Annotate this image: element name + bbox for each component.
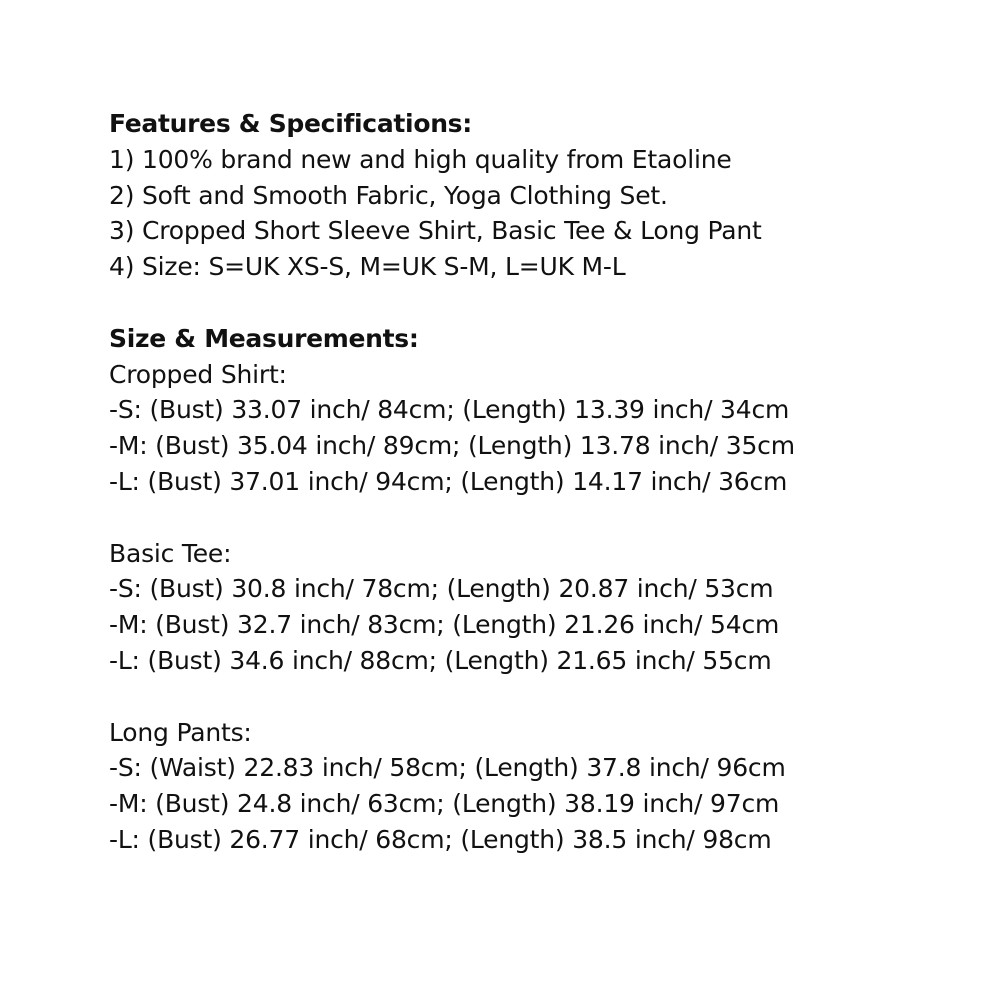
size-group-title: Long Pants:	[109, 717, 252, 747]
product-description	[109, 106, 969, 858]
feature-item: 4) Size: S=UK XS-S, M=UK S-M, L=UK M-L	[109, 252, 626, 282]
size-group-long-pants	[109, 715, 969, 858]
feature-item: 3) Cropped Short Sleeve Shirt, Basic Tee & Long Pant	[109, 216, 762, 246]
size-row: -M: (Bust) 32.7 inch/ 83cm; (Length) 21.26 inch/ 54cm	[109, 610, 780, 640]
features-heading: Features & Specifications:	[109, 109, 472, 138]
size-row: -M: (Bust) 24.8 inch/ 63cm; (Length) 38.19 inch/ 97cm	[109, 789, 780, 819]
feature-item: 2) Soft and Smooth Fabric, Yoga Clothing Set.	[109, 180, 668, 210]
size-row: -L: (Bust) 34.6 inch/ 88cm; (Length) 21.65 inch/ 55cm	[109, 645, 772, 675]
features-section	[109, 106, 969, 285]
size-group-basic-tee	[109, 536, 969, 679]
size-row: -S: (Bust) 30.8 inch/ 78cm; (Length) 20.87 inch/ 53cm	[109, 574, 774, 604]
size-row: -M: (Bust) 35.04 inch/ 89cm; (Length) 13.78 inch/ 35cm	[109, 431, 795, 461]
size-row: -L: (Bust) 26.77 inch/ 68cm; (Length) 38.5 inch/ 98cm	[109, 824, 772, 854]
spacer	[109, 285, 969, 321]
spacer	[109, 500, 969, 536]
measurements-heading: Size & Measurements:	[109, 323, 419, 353]
size-group-title: Cropped Shirt:	[109, 359, 287, 389]
size-row: -S: (Bust) 33.07 inch/ 84cm; (Length) 13.39 inch/ 34cm	[109, 395, 790, 425]
spacer	[109, 679, 969, 715]
size-group-title: Basic Tee:	[109, 538, 232, 568]
measurements-section	[109, 321, 969, 858]
size-row: -S: (Waist) 22.83 inch/ 58cm; (Length) 37.8 inch/ 96cm	[109, 753, 786, 783]
size-group-cropped-shirt	[109, 357, 969, 500]
feature-item: 1) 100% brand new and high quality from Etaoline	[109, 144, 732, 174]
size-row: -L: (Bust) 37.01 inch/ 94cm; (Length) 14.17 inch/ 36cm	[109, 466, 788, 496]
